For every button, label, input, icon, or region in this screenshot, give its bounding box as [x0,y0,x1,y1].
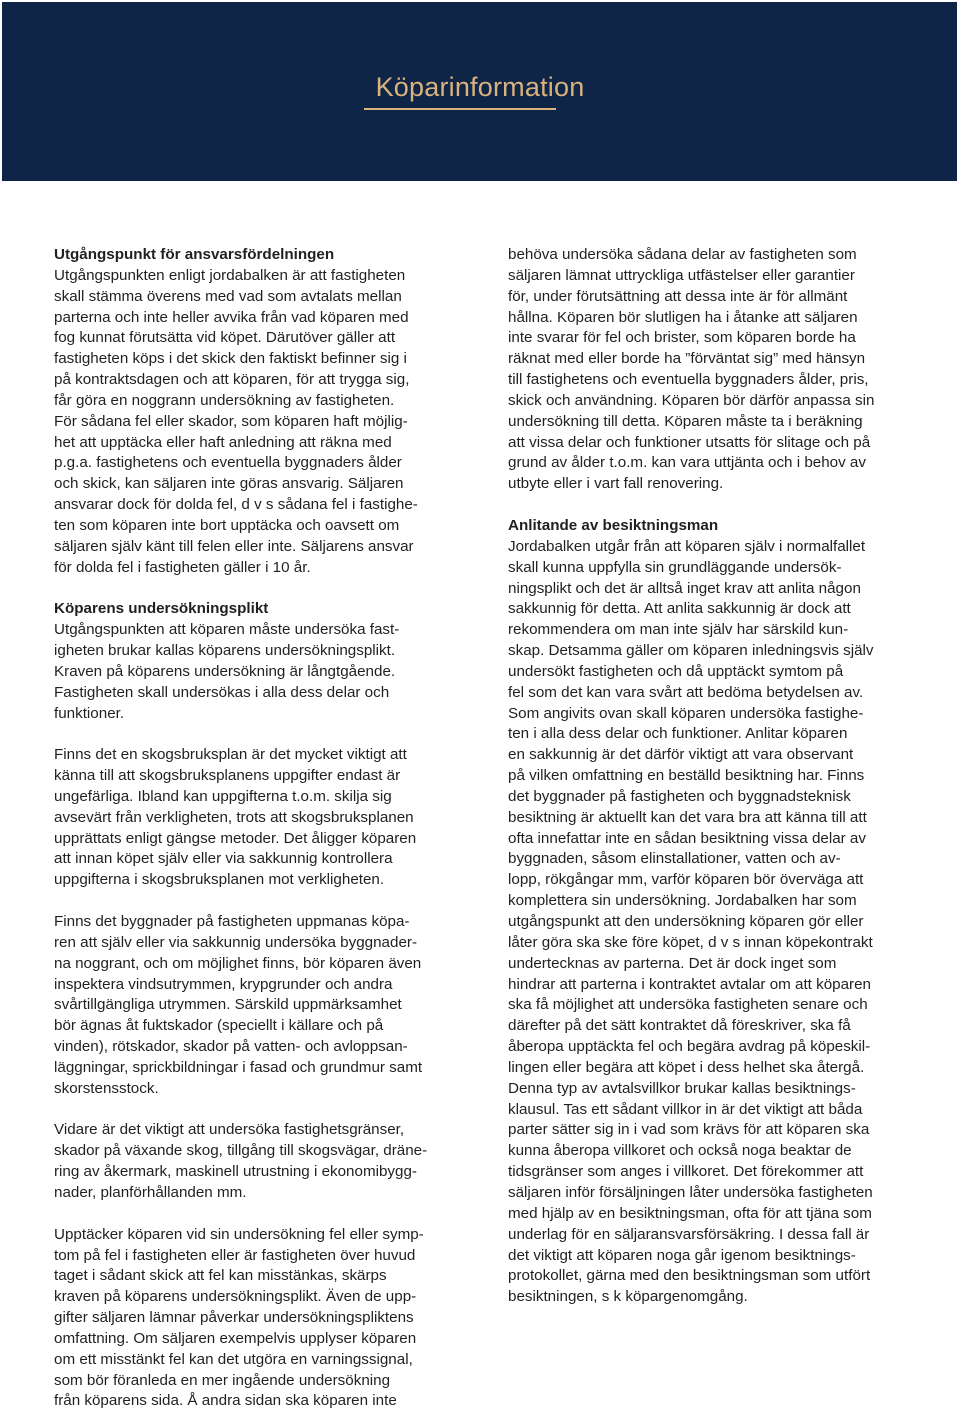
paragraph-spacer [54,1100,466,1121]
text-line: fastigheten köps i det skick den faktiskt befinner sig i [54,350,407,368]
text-line: upprättats enligt gängse metoder. Det åligger köparen [54,829,417,847]
text-line: som bör föranleda en mer ingående undersökning [54,1371,391,1389]
text-line: därefter på det sätt kontraktet då föreskriver, ska få [508,1017,851,1035]
text-line: underlag för en säljaransvarsförsäkring. I dessa fall är [508,1225,870,1243]
text-line: för dolda fel i fastigheten gäller i 10 år. [54,558,311,576]
text-line: med hjälp av en besiktningsman, ofta för att tjäna som [508,1204,872,1222]
text-line: skador på växande skog, tillgång till skogsvägar, dräne- [54,1142,428,1160]
text-line: räknat med eller borde ha ”förväntat sig” med hänsyn [508,350,866,368]
right-column [508,245,920,1308]
text-line: inte svarar för fel och brister, som köparen borde ha [508,329,856,347]
text-line: på kontraktsdagen och att köparen, för att trygga sig, [54,371,410,389]
text-line: gifter säljaren lämnar påverkar undersökningspliktens [54,1309,414,1327]
paragraph-spacer [54,724,466,745]
left-column [54,245,466,1412]
section-heading-besiktningsman: Anlitande av besiktningsman [508,516,719,534]
text-line: läggningar, sprickbildningar i fasad och grundmur samt [54,1058,423,1076]
text-line: Utgångspunkten enligt jordabalken är att fastigheten [54,266,406,284]
text-line: taget i sådant skick att fel kan misstänkas, skärps [54,1267,387,1285]
text-line: behöva undersöka sådana delar av fastigheten som [508,246,857,263]
text-line: om ett misstänkt fel kan det utgöra en varningssignal, [54,1350,413,1368]
paragraph-spacer [54,579,466,600]
paragraph-skogsbruksplan [54,745,466,891]
text-line: Finns det byggnader på fastigheten uppmanas köpa- [54,913,410,930]
text-line: från köparens sida. Å andra sidan ska köparen inte [54,1392,397,1410]
text-line: ren att själv eller via sakkunnig undersöka byggnader- [54,933,418,951]
text-line: parterna och inte heller avvika från vad köparen med [54,308,409,326]
text-line: grund av ålder t.o.m. kan vara uttjänta och i behov av [508,454,866,472]
text-line: ansvarar dock för dolda fel, d v s sådana fel i fastighe- [54,496,418,514]
text-line: undertecknas av parterna. Det är dock inget som [508,954,837,972]
text-line: fel som det kan vara svårt att bedöma betydelsen av. [508,683,864,701]
text-line: hållna. Köparen bör slutligen ha i åtanke att säljaren [508,308,858,326]
text-line: komplettera sin undersökning. Jordabalken har som [508,892,857,910]
text-line: ofta innefattar inte en sådan besiktning vissa delar av [508,829,866,847]
text-line: på vilken omfattning en beställd besiktning har. Finns [508,767,865,785]
text-line: lopp, rökgångar mm, varför köparen bör överväga att [508,871,864,889]
text-line: till fastighetens och eventuella byggnaders ålder, pris, [508,371,869,389]
text-line: kunna åberopa villkoret och också noga beaktar de [508,1142,852,1160]
text-line: att vissa delar och funktioner utsatts för slitage och på [508,433,871,451]
text-line: rekommendera om man inte själv har särskild kun- [508,621,849,639]
text-line: parter sätter sig in i vad som krävs för att köparen ska [508,1121,870,1139]
text-line: vinden), rötskador, skador på vatten- och avloppsan- [54,1038,408,1056]
text-line: kraven på köparens undersökningsplikt. Även de upp- [54,1288,417,1306]
paragraph-spacer [54,891,466,912]
text-line: skorstensstock. [54,1079,159,1097]
text-line: bör ägnas åt fuktskador (speciellt i källare och på [54,1017,384,1035]
text-line: klausul. Tas ett sådant villkor in är det viktigt att båda [508,1100,863,1118]
text-line: Fastigheten skall undersökas i alla dess delar och [54,683,390,701]
text-line: låter göra ska ske före köpet, d v s innan köpekontrakt [508,933,873,951]
text-line: Jordabalken utgår från att köparen själv i normalfallet [508,537,866,555]
text-line: ska få möjlighet att undersöka fastigheten senare och [508,996,868,1014]
section-heading-ansvarsfordelning: Utgångspunkt för ansvarsfördelningen [54,246,335,263]
paragraph-utfastelser [508,245,920,495]
text-line: Vidare är det viktigt att undersöka fastighetsgränser, [54,1121,405,1139]
text-line: får göra en noggrann undersökning av fastigheten. [54,391,395,409]
text-line: hindrar att parterna i kontraktet avtalar om att köparen [508,975,872,993]
text-line: funktioner. [54,704,125,722]
text-line: sakkunnig för detta. Att anlita sakkunnig är dock att [508,600,851,618]
paragraph-undersokningsplikt [54,620,466,724]
section-heading-undersokningsplikt: Köparens undersökningsplikt [54,600,269,618]
text-line: omfattning. Om säljaren exempelvis upplyser köparen [54,1329,417,1347]
page-title: Köparinformation [375,72,585,102]
text-line: ningsplikt och det är alltså inget krav att anlita någon [508,579,861,597]
text-line: svårtillgängliga utrymmen. Särskild uppmärksamhet [54,996,402,1014]
text-line: utgångspunkt att den undersökning köparen gör eller [508,913,864,930]
paragraph-byggnader [54,912,466,1100]
text-line: fog kunnat förutsätta vid köpet. Därutöver gäller att [54,329,396,347]
paragraph-fastighetsgranser [54,1120,466,1203]
text-line: inspektera vindsutrymmen, krypgrunder och andra [54,975,393,993]
text-line: skall kunna uppfylla sin grundläggande undersök- [508,558,842,576]
text-line: Som angivits ovan skall köparen undersöka fastighe- [508,704,864,722]
text-line: byggnaden, såsom elinstallationer, vatten och av- [508,850,841,868]
text-line: uppgifterna i skogsbruksplanen mot verkligheten. [54,871,385,889]
text-line: utbyte eller i vart fall renovering. [508,475,724,493]
text-line: För sådana fel eller skador, som köparen haft möjlig- [54,412,408,430]
text-line: lingen eller begära att köpet i dess helhet ska återgå. [508,1058,865,1076]
text-line: avsevärt från verkligheten, trots att skogsbruksplanen [54,808,414,826]
paragraph-symptom-pa-fel [54,1225,466,1412]
text-line: säljaren själv känt till felen eller inte. Säljarens ansvar [54,537,414,555]
text-line: ring av åkermark, maskinell utrustning i ekonomibygg- [54,1163,417,1181]
text-line: för, under förutsättning att dessa inte är för allmänt [508,287,848,305]
text-line: Upptäcker köparen vid sin undersökning fel eller symp- [54,1225,424,1243]
text-line: p.g.a. fastighetens och eventuella byggnaders ålder [54,454,402,472]
text-line: skall stämma överens med vad som avtalats mellan [54,287,402,305]
paragraph-ansvarsfordelning [54,266,466,579]
text-line: säljaren inför försäljningen låter undersöka fastigheten [508,1183,873,1201]
text-line: ten som köparen inte bort upptäcka och oavsett om [54,516,400,534]
text-line: Finns det en skogsbruksplan är det mycket viktigt att [54,746,407,764]
text-line: undersökt fastigheten och då upptäckt symtom på [508,662,844,680]
text-line: att innan köpet själv eller via sakkunnig kontrollera [54,850,393,868]
text-line: Utgångspunkten att köparen måste undersöka fast- [54,621,400,639]
text-line: protokollet, gärna med den besiktningsman som utfört [508,1267,871,1285]
paragraph-besiktningsman [508,537,920,1308]
text-line: det byggnader på fastigheten och byggnadsteknisk [508,787,851,805]
text-line: tidsgränser som anges i villkoret. Det förekommer att [508,1163,864,1181]
text-line: känna till att skogsbruksplanens uppgifter endast är [54,767,401,785]
text-line: nader, planförhållanden mm. [54,1183,247,1201]
text-line: het att upptäcka eller haft anledning att räkna med [54,433,392,451]
text-line: Denna typ av avtalsvillkor brukar kallas besiktnings- [508,1079,856,1097]
text-line: besiktning är aktuellt kan det vara bra att känna till att [508,808,867,826]
text-line: det viktigt att köparen noga går igenom besiktnings- [508,1246,856,1264]
text-line: Kraven på köparens undersökning är långtgående. [54,662,396,680]
text-line: skap. Detsamma gäller om köparen inledningsvis själv [508,642,874,660]
text-line: na noggrant, och om möjlighet finns, bör köparen även [54,954,422,972]
paragraph-spacer [508,495,920,516]
text-line: åberopa upptäckta fel och begära avdrag på köpeskil- [508,1038,871,1056]
paragraph-spacer [54,1204,466,1225]
text-line: en sakkunnig är det därför viktigt att vara observant [508,746,854,764]
text-line: undersökning till detta. Köparen måste ta i beräkning [508,412,863,430]
title-underline [364,108,556,110]
text-line: säljaren lämnat uttryckliga utfästelser eller garantier [508,266,855,284]
text-line: skick och användning. Köparen bör därför anpassa sin [508,391,875,409]
text-line: ungefärliga. Ibland kan uppgifterna t.o.m. skilja sig [54,787,392,805]
text-line: ten i alla dess delar och funktioner. Anlitar köparen [508,725,848,743]
text-line: igheten brukar kallas köparens undersökningsplikt. [54,642,396,660]
text-line: tom på fel i fastigheten eller är fastigheten över huvud [54,1246,416,1264]
text-line: besiktningen, s k köpargenomgång. [508,1288,748,1306]
text-line: och skick, kan säljaren inte göras ansvarig. Säljaren [54,475,404,493]
